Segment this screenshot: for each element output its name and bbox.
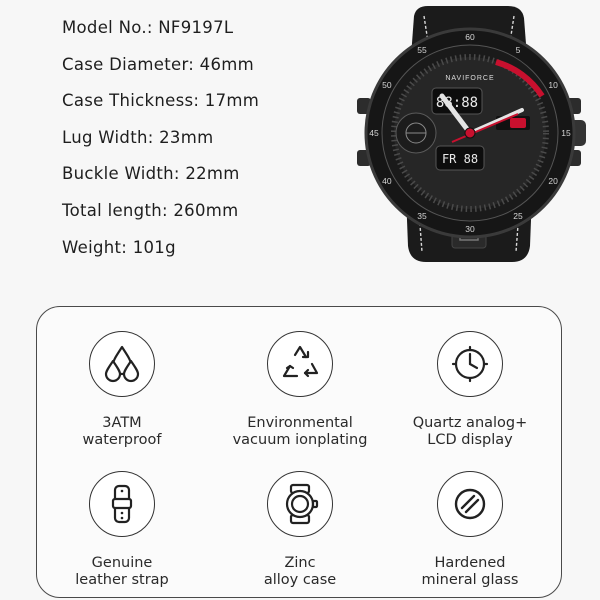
bezel-number: 55 [417,44,427,55]
feature-ionplating [215,331,385,449]
watch-brand-logo: NAVIFORCE [445,75,495,82]
bezel-number: 15 [561,128,571,138]
feature-mineral-glass [385,471,555,589]
feature-label: Zinc alloy case [263,555,337,588]
watch-case-icon [267,471,333,537]
lcd-top-display: 88:88 [435,95,479,111]
clock-icon [437,331,503,397]
spec-weight: Weight: 101g [62,237,176,257]
feature-label: 3ATM waterproof [82,415,162,448]
bezel-number: 30 [465,224,475,234]
spec-total-length: Total length: 260mm [62,200,239,220]
bezel-number: 45 [369,128,379,138]
bezel-number: 35 [417,211,427,222]
feature-label: Hardened mineral glass [421,555,519,588]
feature-label: Quartz analog+ LCD display [412,415,528,448]
spec-list [62,10,259,266]
watch-strap-icon [89,471,155,537]
feature-label: Genuine leather strap [75,555,169,588]
spec-buckle-width: Buckle Width: 22mm [62,164,240,184]
watch-product-image [346,0,600,268]
bezel-number: 10 [548,80,558,90]
spec-model: Model No.: NF9197L [62,18,234,37]
feature-zinc-case [215,471,385,589]
feature-label: Environmental vacuum ionplating [232,415,368,448]
spec-lug-width: Lug Width: 23mm [62,127,214,147]
bezel-number: 60 [465,32,475,42]
features-card [36,306,562,598]
feature-leather [37,471,207,589]
spec-case-diameter: Case Diameter: 46mm [62,54,255,74]
lcd-bottom-display: FR 88 [441,152,479,166]
recycle-icon [267,331,333,397]
feature-quartz [385,331,555,449]
bezel-number: 20 [548,176,558,186]
water-drops-icon [89,331,155,397]
bezel-number: 25 [513,211,523,222]
glass-icon [437,471,503,537]
bezel-number: 50 [382,80,392,90]
bezel-number: 5 [515,44,521,55]
bezel-number: 40 [382,176,392,186]
feature-waterproof [37,331,207,449]
spec-case-thickness: Case Thickness: 17mm [62,91,260,111]
